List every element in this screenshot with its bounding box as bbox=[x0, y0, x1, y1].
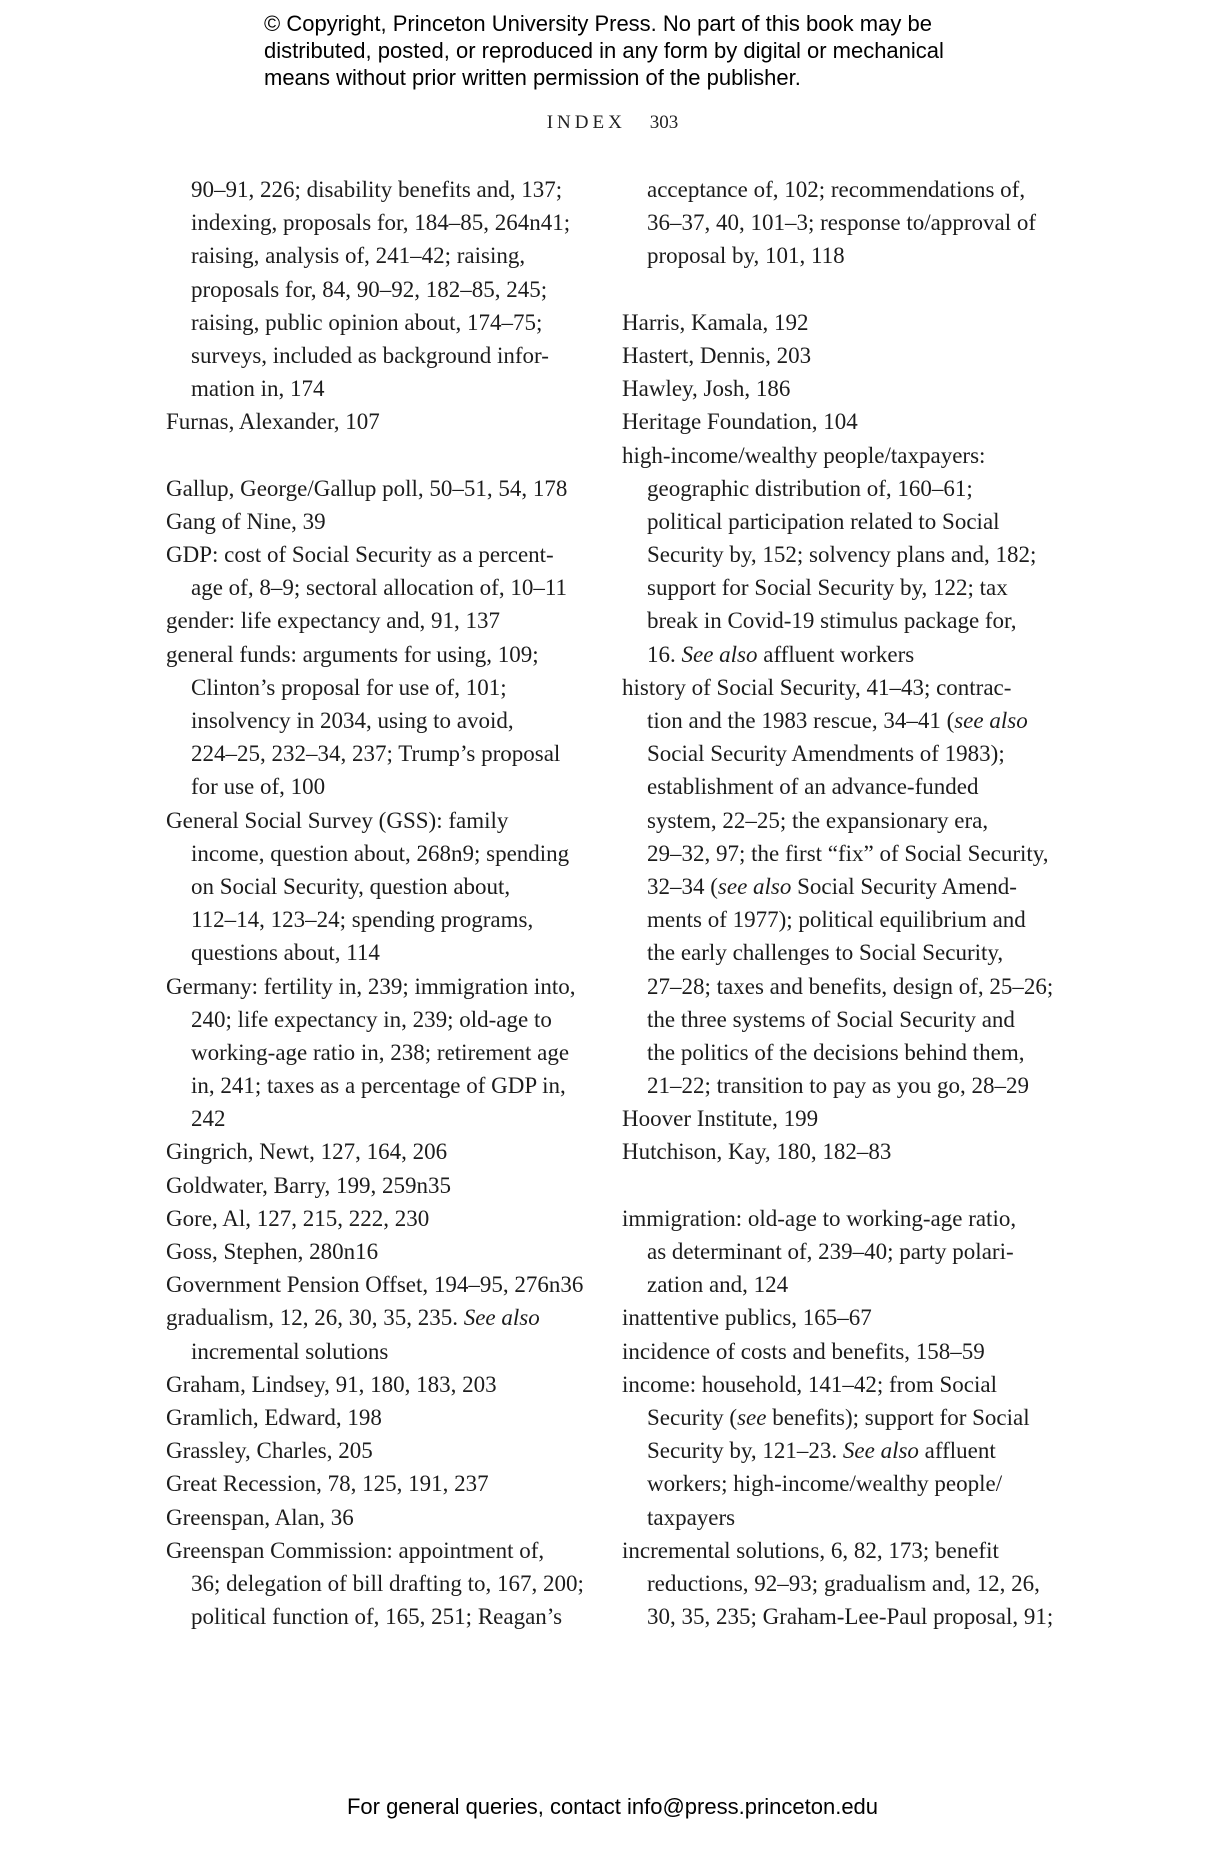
index-entry bbox=[622, 372, 1062, 405]
index-line-text: Hutchison, Kay, 180, 182–83 bbox=[622, 1139, 892, 1165]
index-line-text: workers; high-income/wealthy people/ bbox=[647, 1471, 1003, 1497]
index-line-text: the politics of the decisions behind them, bbox=[647, 1039, 1025, 1065]
running-head-label: INDEX bbox=[546, 112, 626, 133]
index-entry bbox=[166, 1135, 596, 1168]
entry-gap bbox=[622, 273, 1062, 306]
index-line-continuation bbox=[166, 571, 596, 604]
index-line-text: proposal by, 101, 118 bbox=[647, 243, 845, 269]
index-line-continuation bbox=[622, 870, 1062, 903]
index-line-text: history of Social Security, 41–43; contrac- bbox=[622, 674, 1012, 700]
index-line-text: the three systems of Social Security and bbox=[647, 1006, 1015, 1032]
index-line-text: 224–25, 232–34, 237; Trump’s proposal bbox=[191, 741, 561, 767]
index-line-continuation bbox=[622, 1567, 1062, 1600]
index-line-text: Gallup, George/Gallup poll, 50–51, 54, 178 bbox=[166, 475, 568, 501]
index-line-text: working-age ratio in, 238; retirement age bbox=[191, 1039, 570, 1065]
index-line-continuation bbox=[166, 372, 596, 405]
index-line-text: 240; life expectancy in, 239; old-age to bbox=[191, 1006, 552, 1032]
index-line-text: Grassley, Charles, 205 bbox=[166, 1438, 373, 1464]
index-line-text: establishment of an advance-funded bbox=[647, 774, 979, 800]
index-entry bbox=[166, 1467, 596, 1500]
index-entry bbox=[166, 505, 596, 538]
index-line-text: for use of, 100 bbox=[191, 774, 326, 800]
index-line-continuation bbox=[622, 1069, 1062, 1102]
index-line-continuation bbox=[622, 571, 1062, 604]
index-line-text: insolvency in 2034, using to avoid, bbox=[191, 708, 514, 733]
index-entry bbox=[166, 405, 596, 438]
index-line-text: 32–34 ( bbox=[647, 873, 718, 899]
index-line-continuation bbox=[622, 1501, 1062, 1534]
index-line-continuation bbox=[622, 1036, 1062, 1069]
index-line-text: gradualism, 12, 26, 30, 35, 235. bbox=[166, 1305, 458, 1331]
index-line-continuation bbox=[166, 273, 596, 306]
index-line-text: reductions, 92–93; gradualism and, 12, 26, bbox=[647, 1570, 1040, 1596]
cross-reference-italic: see bbox=[737, 1404, 767, 1430]
cross-reference-italic: see also bbox=[954, 708, 1028, 733]
index-entry bbox=[622, 405, 1062, 438]
index-entry bbox=[622, 306, 1062, 339]
index-line-continuation bbox=[166, 1335, 596, 1368]
index-line-text: income: household, 141–42; from Social bbox=[622, 1371, 997, 1397]
index-line-text: incremental solutions bbox=[191, 1338, 389, 1364]
index-line-continuation bbox=[166, 173, 596, 206]
index-line-text: as determinant of, 239–40; party polari- bbox=[647, 1239, 1014, 1264]
index-line-continuation bbox=[166, 837, 596, 870]
index-line-continuation bbox=[622, 505, 1062, 538]
index-line-text: Gore, Al, 127, 215, 222, 230 bbox=[166, 1205, 430, 1231]
index-line-text: Greenspan, Alan, 36 bbox=[166, 1504, 354, 1530]
index-line-text: Great Recession, 78, 125, 191, 237 bbox=[166, 1471, 489, 1497]
index-line-text: political function of, 165, 251; Reagan’s bbox=[191, 1604, 563, 1630]
index-line-continuation bbox=[166, 239, 596, 272]
index-line-continuation bbox=[166, 1036, 596, 1069]
index-entry bbox=[622, 439, 1062, 472]
index-entry bbox=[166, 804, 596, 837]
index-line-text: 36–37, 40, 101–3; response to/approval of bbox=[647, 210, 1037, 236]
index-line-text: political participation related to Social bbox=[647, 508, 1000, 534]
cross-reference-italic: See also bbox=[681, 641, 758, 667]
index-line-text: 21–22; transition to pay as you go, 28–29 bbox=[647, 1073, 1030, 1099]
index-line-text: 29–32, 97; the first “fix” of Social Security, bbox=[647, 840, 1049, 866]
index-line-text: geographic distribution of, 160–61; bbox=[647, 475, 973, 501]
cross-reference-italic: See also bbox=[463, 1305, 540, 1331]
index-line-continuation bbox=[166, 1102, 596, 1135]
index-entry bbox=[166, 1202, 596, 1235]
index-line-text: Social Security Amendments of 1983); bbox=[647, 741, 1005, 767]
index-line-text: Hastert, Dennis, 203 bbox=[622, 342, 812, 368]
index-line-continuation bbox=[622, 837, 1062, 870]
index-line-text: 90–91, 226; disability benefits and, 137; bbox=[191, 177, 563, 202]
index-line-continuation bbox=[622, 1600, 1062, 1633]
index-line-text: Goss, Stephen, 280n16 bbox=[166, 1239, 379, 1264]
index-line-continuation bbox=[166, 903, 596, 936]
index-line-text: Security by, 121–23. bbox=[647, 1438, 838, 1464]
index-line-text: the early challenges to Social Security, bbox=[647, 940, 1004, 966]
index-line-text: raising, analysis of, 241–42; raising, bbox=[191, 243, 526, 269]
index-line-text: Harris, Kamala, 192 bbox=[622, 309, 809, 335]
index-line-continuation bbox=[622, 804, 1062, 837]
index-entry bbox=[166, 472, 596, 505]
index-line-continuation bbox=[166, 206, 596, 239]
cross-reference-italic: see also bbox=[717, 873, 792, 899]
index-entry bbox=[166, 1301, 596, 1334]
index-entry bbox=[166, 1235, 596, 1268]
index-entry bbox=[622, 671, 1062, 704]
index-line-continuation bbox=[622, 472, 1062, 505]
footer-contact: For general queries, contact info@press.princeton.edu bbox=[346, 1794, 879, 1819]
index-entry bbox=[622, 1534, 1062, 1567]
index-line-text: GDP: cost of Social Security as a percent- bbox=[166, 542, 554, 568]
index-column-left bbox=[166, 173, 596, 1633]
index-line-text: immigration: old-age to working-age ratio, bbox=[622, 1205, 1017, 1231]
index-entry bbox=[622, 1202, 1062, 1235]
index-line-text: gender: life expectancy and, 91, 137 bbox=[166, 608, 501, 634]
index-line-text: Graham, Lindsey, 91, 180, 183, 203 bbox=[166, 1371, 497, 1397]
index-line-text: Hawley, Josh, 186 bbox=[622, 376, 791, 402]
index-line-text: Greenspan Commission: appointment of, bbox=[166, 1537, 545, 1563]
index-line-text: Furnas, Alexander, 107 bbox=[166, 409, 380, 435]
index-line-text: Gang of Nine, 39 bbox=[166, 508, 326, 534]
index-line-text: mation in, 174 bbox=[191, 376, 325, 402]
index-line-text: questions about, 114 bbox=[191, 940, 380, 966]
index-line-text: acceptance of, 102; recommendations of, bbox=[647, 177, 1026, 202]
index-entry bbox=[166, 1401, 596, 1434]
index-entry bbox=[622, 1135, 1062, 1168]
index-entry bbox=[166, 1268, 596, 1301]
index-entry bbox=[166, 1434, 596, 1467]
index-line-text: Clinton’s proposal for use of, 101; bbox=[191, 674, 507, 700]
page-number: 303 bbox=[649, 112, 679, 133]
index-line-text: surveys, included as background infor- bbox=[191, 342, 549, 368]
index-line-continuation bbox=[622, 206, 1062, 239]
index-line-text: in, 241; taxes as a percentage of GDP in, bbox=[191, 1073, 566, 1099]
index-line-text: 112–14, 123–24; spending programs, bbox=[191, 907, 534, 933]
index-line-text: Gramlich, Edward, 198 bbox=[166, 1404, 382, 1430]
index-entry bbox=[166, 1368, 596, 1401]
index-line-text-after: affluent workers bbox=[763, 641, 915, 667]
index-line-text: incidence of costs and benefits, 158–59 bbox=[622, 1338, 985, 1364]
index-line-text: indexing, proposals for, 184–85, 264n41; bbox=[191, 210, 571, 236]
index-line-text: tion and the 1983 rescue, 34–41 ( bbox=[647, 708, 955, 733]
index-line-continuation bbox=[622, 936, 1062, 969]
copyright-notice bbox=[264, 10, 1024, 91]
index-line-text: General Social Survey (GSS): family bbox=[166, 807, 509, 833]
index-line-continuation bbox=[166, 704, 596, 737]
index-line-continuation bbox=[622, 1467, 1062, 1500]
index-entry bbox=[166, 970, 596, 1003]
index-line-continuation bbox=[166, 306, 596, 339]
index-entry bbox=[166, 604, 596, 637]
index-line-text: 242 bbox=[191, 1106, 226, 1132]
index-line-continuation bbox=[622, 1434, 1062, 1467]
index-line-continuation bbox=[622, 1268, 1062, 1301]
index-line-text: taxpayers bbox=[647, 1504, 736, 1530]
copyright-line-1: © Copyright, Princeton University Press. No part of this book may be bbox=[264, 11, 932, 36]
index-column-right bbox=[622, 173, 1062, 1633]
index-line-continuation bbox=[622, 704, 1062, 737]
index-entry bbox=[622, 1102, 1062, 1135]
index-line-text: Government Pension Offset, 194–95, 276n36 bbox=[166, 1272, 584, 1298]
index-entry bbox=[166, 1501, 596, 1534]
index-line-text: support for Social Security by, 122; tax bbox=[647, 575, 1008, 601]
index-line-continuation bbox=[622, 1003, 1062, 1036]
running-head bbox=[0, 112, 1225, 134]
index-line-continuation bbox=[166, 737, 596, 770]
index-line-text-after: Social Security Amend- bbox=[797, 873, 1017, 899]
index-line-text: inattentive publics, 165–67 bbox=[622, 1305, 872, 1331]
index-line-continuation bbox=[622, 538, 1062, 571]
index-line-continuation bbox=[622, 970, 1062, 1003]
index-line-continuation bbox=[166, 936, 596, 969]
index-line-continuation bbox=[166, 671, 596, 704]
index-line-text: raising, public opinion about, 174–75; bbox=[191, 309, 543, 335]
index-line-text-after: benefits); support for Social bbox=[772, 1404, 1030, 1430]
index-line-text: on Social Security, question about, bbox=[191, 873, 511, 899]
index-line-text: Security by, 152; solvency plans and, 182; bbox=[647, 542, 1037, 568]
index-line-continuation bbox=[622, 604, 1062, 637]
index-line-continuation bbox=[622, 638, 1062, 671]
index-line-continuation bbox=[622, 1235, 1062, 1268]
copyright-line-3: means without prior written permission of the publisher. bbox=[264, 65, 801, 90]
index-line-continuation bbox=[622, 173, 1062, 206]
index-line-continuation bbox=[166, 339, 596, 372]
index-line-text: proposals for, 84, 90–92, 182–85, 245; bbox=[191, 276, 548, 302]
index-line-text: ments of 1977); political equilibrium and bbox=[647, 907, 1026, 933]
cross-reference-italic: See also bbox=[842, 1438, 919, 1464]
index-line-text: zation and, 124 bbox=[647, 1272, 789, 1298]
index-line-text: 16. bbox=[647, 641, 676, 667]
index-entry bbox=[622, 1301, 1062, 1334]
index-line-text: break in Covid-19 stimulus package for, bbox=[647, 608, 1017, 634]
index-line-text: Gingrich, Newt, 127, 164, 206 bbox=[166, 1139, 448, 1165]
index-line-text-after: affluent bbox=[924, 1438, 996, 1464]
index-line-continuation bbox=[166, 770, 596, 803]
index-entry bbox=[166, 1534, 596, 1567]
index-line-continuation bbox=[622, 239, 1062, 272]
index-line-continuation bbox=[166, 1003, 596, 1036]
index-line-continuation bbox=[166, 1567, 596, 1600]
index-entry bbox=[622, 1368, 1062, 1401]
index-line-text: income, question about, 268n9; spending bbox=[191, 840, 570, 866]
index-entry bbox=[622, 1335, 1062, 1368]
entry-gap bbox=[166, 439, 596, 472]
index-line-text: 27–28; taxes and benefits, design of, 25–26; bbox=[647, 973, 1054, 999]
index-line-continuation bbox=[622, 770, 1062, 803]
index-entry bbox=[166, 638, 596, 671]
index-line-text: Heritage Foundation, 104 bbox=[622, 409, 858, 435]
index-line-continuation bbox=[622, 737, 1062, 770]
index-line-text: Hoover Institute, 199 bbox=[622, 1106, 819, 1132]
index-line-text: Goldwater, Barry, 199, 259n35 bbox=[166, 1172, 452, 1198]
index-line-continuation bbox=[622, 1401, 1062, 1434]
index-line-text: general funds: arguments for using, 109; bbox=[166, 641, 539, 667]
index-entry bbox=[166, 538, 596, 571]
copyright-line-2: distributed, posted, or reproduced in any form by digital or mechanical bbox=[264, 38, 944, 63]
index-line-text: high-income/wealthy people/taxpayers: bbox=[622, 442, 986, 468]
index-line-text: 30, 35, 235; Graham-Lee-Paul proposal, 91; bbox=[647, 1604, 1054, 1630]
index-line-text: system, 22–25; the expansionary era, bbox=[647, 807, 989, 833]
index-entry bbox=[622, 339, 1062, 372]
entry-gap bbox=[622, 1169, 1062, 1202]
index-line-continuation bbox=[166, 1069, 596, 1102]
index-line-continuation bbox=[166, 870, 596, 903]
index-line-text: 36; delegation of bill drafting to, 167, 200; bbox=[191, 1570, 584, 1596]
index-line-continuation bbox=[166, 1600, 596, 1633]
index-line-text: incremental solutions, 6, 82, 173; benefit bbox=[622, 1537, 999, 1563]
index-line-text: age of, 8–9; sectoral allocation of, 10–11 bbox=[191, 575, 567, 601]
index-line-text: Security ( bbox=[647, 1404, 738, 1430]
index-line-continuation bbox=[622, 903, 1062, 936]
index-entry bbox=[166, 1169, 596, 1202]
index-line-text: Germany: fertility in, 239; immigration into, bbox=[166, 973, 576, 999]
